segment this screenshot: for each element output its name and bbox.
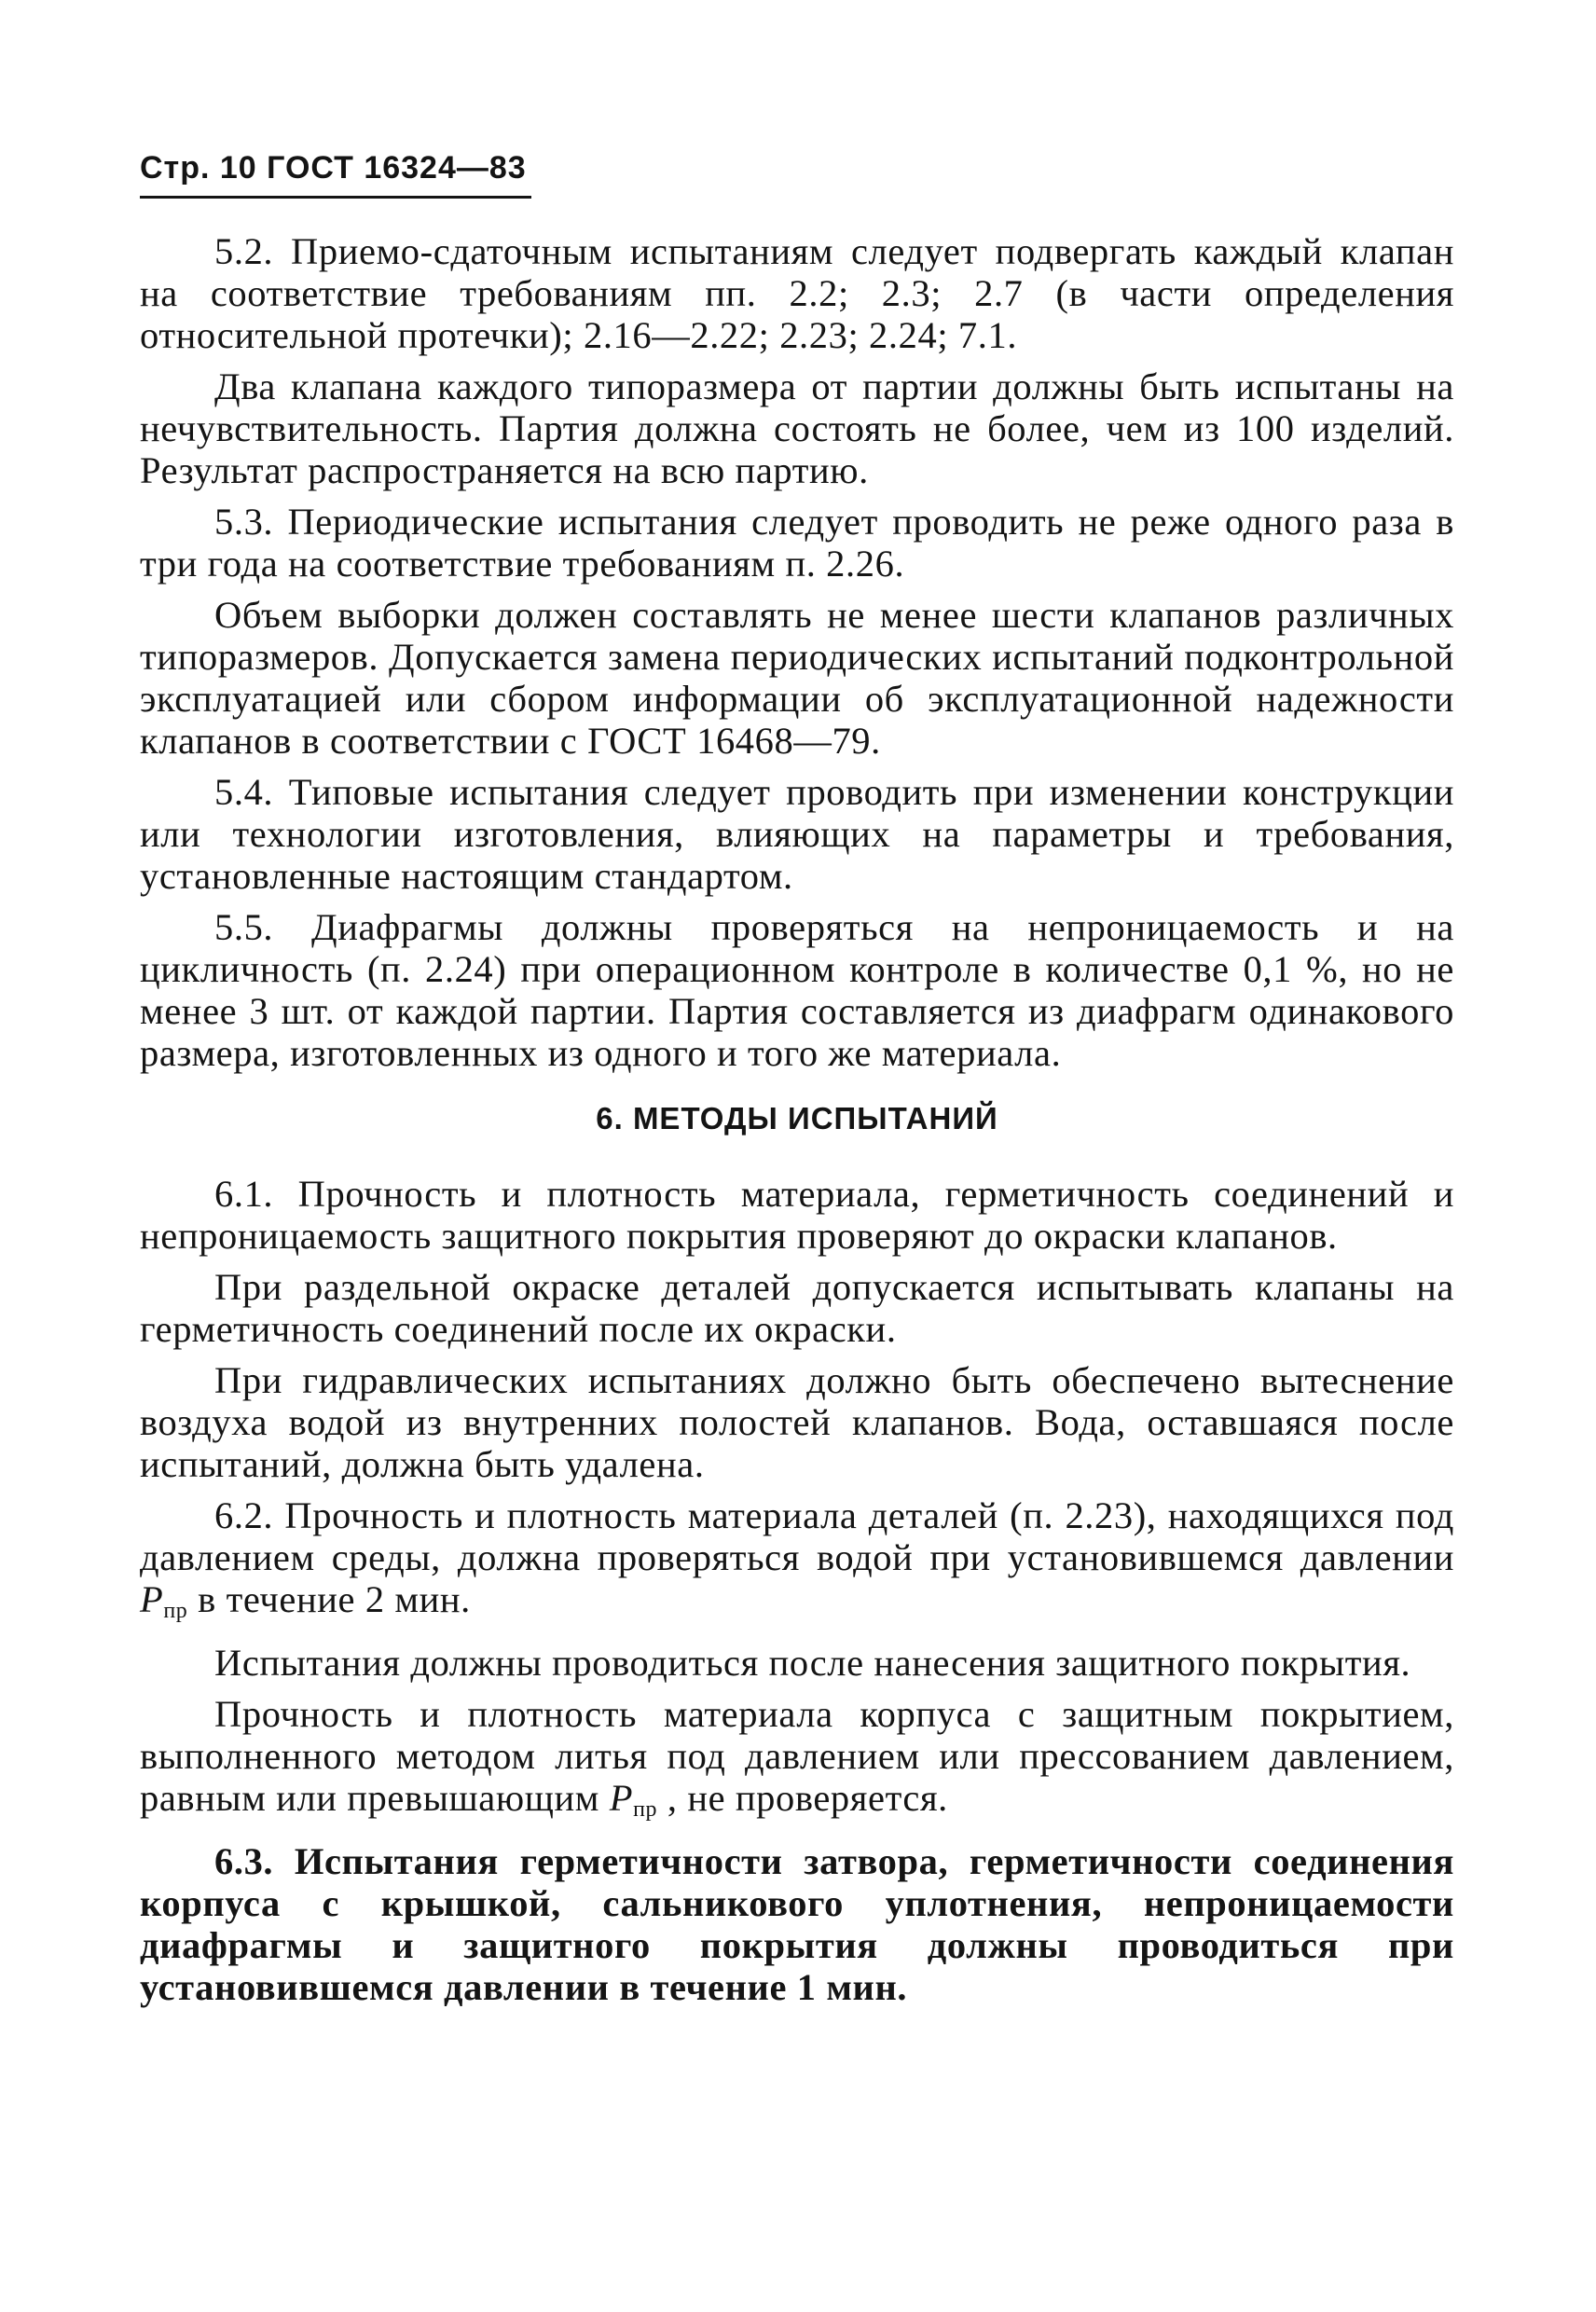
paragraph-6-1-continued: При раздельной окраске деталей допускается испытывать клапаны на герметичность соединений после их окраски. xyxy=(140,1266,1454,1350)
paragraph-6-2-tail: в течение 2 мин. xyxy=(187,1578,471,1620)
paragraph-6-2-continued: Испытания должны проводиться после нанесения защитного покрытия. xyxy=(214,1642,1411,1684)
paragraph-6-2-body-tail: , не проверяется. xyxy=(657,1777,948,1819)
paragraph-6-2-text: 6.2. Прочность и плотность материала деталей (п. 2.23), находящихся под давлением среды, должна проверяться водой при установившемся давлении xyxy=(140,1494,1454,1578)
paragraph-5-2-continued: Два клапана каждого типоразмера от партии должны быть испытаны на нечувствительность. Партия должна состоять не более, чем из 100 изделий. Результат распространяется на всю партию. xyxy=(140,365,1454,491)
pressure-symbol: P xyxy=(609,1777,634,1819)
pressure-symbol: P xyxy=(140,1578,164,1620)
paragraph-6-2 xyxy=(140,1494,1454,1632)
paragraph-5-3-continued: Объем выборки должен составлять не менее шести клапанов различных типоразмеров. Допускается замена периодических испытаний подконтрольной эксплуатацией или сбором информации об эксплуатационной надежности клапанов в соответствии с ГОСТ 16468—79. xyxy=(140,594,1454,762)
pressure-subscript: пр xyxy=(633,1797,658,1822)
section-title-methods: 6. МЕТОДЫ ИСПЫТАНИЙ xyxy=(596,1101,998,1135)
paragraph-5-4: 5.4. Типовые испытания следует проводить при изменении конструкции или технологии изготовления, влияющих на параметры и требования, установленные настоящим стандартом. xyxy=(140,771,1454,897)
paragraph-6-2-body xyxy=(140,1693,1454,1831)
document-page xyxy=(140,149,1454,2017)
paragraph-6-2-body-text: Прочность и плотность материала корпуса с защитным покрытием, выполненного методом литья под давлением или прессованием давлением, равным или превышающим xyxy=(140,1693,1454,1819)
paragraph-5-2: 5.2. Приемо-сдаточным испытаниям следует подвергать каждый клапан на соответствие требованиям пп. 2.2; 2.3; 2.7 (в части определения относительной протечки); 2.16—2.22; 2.23; 2.24; 7.1. xyxy=(140,230,1454,356)
paragraph-5-5: 5.5. Диафрагмы должны проверяться на непроницаемость и на цикличность (п. 2.24) при операционном контроле в количестве 0,1 %, но не менее 3 шт. от каждой партии. Партия составляется из диафрагм одинакового размера, изготовленных из одного и того же материала. xyxy=(140,906,1454,1074)
paragraph-5-3: 5.3. Периодические испытания следует проводить не реже одного раза в три года на соответствие требованиям п. 2.26. xyxy=(140,501,1454,585)
paragraph-6-3: 6.3. Испытания герметичности затвора, герметичности соединения корпуса с крышкой, сальникового уплотнения, непроницаемости диафрагмы и защитного покрытия должны проводиться при установившемся давлении в течение 1 мин. xyxy=(140,1840,1454,2008)
pressure-subscript: пр xyxy=(163,1599,188,1623)
paragraph-6-1: 6.1. Прочность и плотность материала, герметичность соединений и непроницаемость защитного покрытия проверяют до окраски клапанов. xyxy=(140,1173,1454,1257)
paragraph-6-1-water: При гидравлических испытаниях должно быть обеспечено вытеснение воздуха водой из внутренних полостей клапанов. Вода, оставшаяся после испытаний, должна быть удалена. xyxy=(140,1359,1454,1485)
page-header: Стр. 10 ГОСТ 16324—83 xyxy=(140,149,531,199)
